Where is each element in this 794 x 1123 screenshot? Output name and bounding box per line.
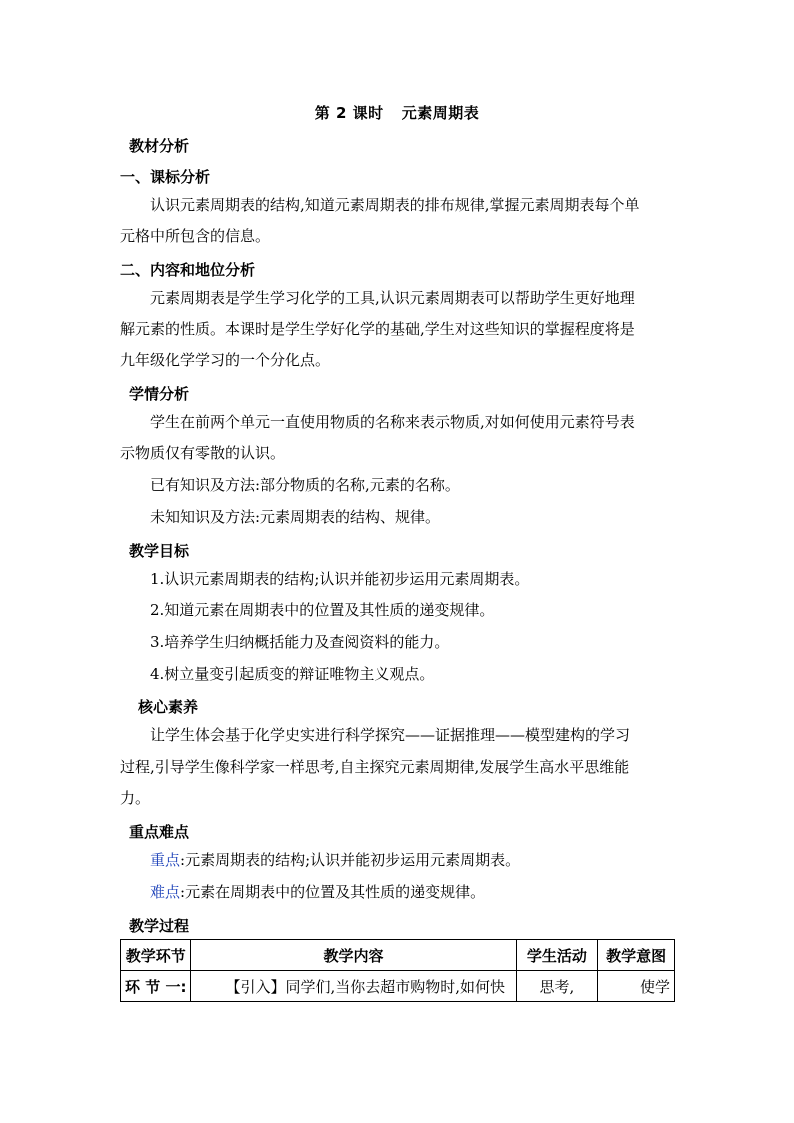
table-row xyxy=(121,971,675,1002)
heading-textbook-analysis: 教材分析 xyxy=(129,137,190,155)
paragraph-line: 力。 xyxy=(120,789,151,807)
paragraph-line: 过程,引导学生像科学家一样思考,自主探究元素周期律,发展学生高水平思维能 xyxy=(120,758,630,776)
difficult-label: 难点 xyxy=(150,883,181,901)
table-cell: 【引入】同学们,当你去超市购物时,如何快 xyxy=(191,971,516,1002)
heading-literacy: 核心素养 xyxy=(138,698,199,716)
objective-item: 3.培养学生归纳概括能力及查阅资料的能力。 xyxy=(150,633,450,651)
paragraph-line: 解元素的性质。本课时是学生学好化学的基础,学生对这些知识的掌握程度将是 xyxy=(120,320,635,338)
table-cell: 思考, xyxy=(516,971,598,1002)
paragraph-line: 元格中所包含的信息。 xyxy=(120,227,271,245)
unknown-knowledge: 未知知识及方法:元素周期表的结构、规律。 xyxy=(150,508,441,526)
heading-content-analysis: 二、内容和地位分析 xyxy=(120,261,256,279)
heading-learner-analysis: 学情分析 xyxy=(129,385,190,403)
heading-key-points: 重点难点 xyxy=(129,823,190,841)
key-point xyxy=(150,845,676,876)
table-header: 教学内容 xyxy=(191,940,516,971)
key-text: :元素周期表的结构;认识并能初步运用元素周期表。 xyxy=(180,851,521,869)
paragraph-line: 九年级化学学习的一个分化点。 xyxy=(120,351,331,369)
paragraph-line: 示物质仅有零散的认识。 xyxy=(120,444,286,462)
page-title xyxy=(0,102,794,123)
difficult-point xyxy=(150,877,676,908)
lesson-topic: 元素周期表 xyxy=(401,104,480,122)
difficult-text: :元素在周期表中的位置及其性质的递变规律。 xyxy=(180,883,486,901)
paragraph-line: 元素周期表是学生学习化学的工具,认识元素周期表可以帮助学生更好地理 xyxy=(150,289,635,307)
teaching-process-table xyxy=(120,939,675,1002)
objective-item: 2.知道元素在周期表中的位置及其性质的递变规律。 xyxy=(150,601,495,619)
known-knowledge: 已有知识及方法:部分物质的名称,元素的名称。 xyxy=(150,476,460,494)
table-cell: 使学 xyxy=(598,971,675,1002)
paragraph-line: 认识元素周期表的结构,知道元素周期表的排布规律,掌握元素周期表每个单 xyxy=(150,196,640,214)
table-header-row xyxy=(121,940,675,971)
objective-item: 4.树立量变引起质变的辩证唯物主义观点。 xyxy=(150,665,435,683)
paragraph-line: 学生在前两个单元一直使用物质的名称来表示物质,对如何使用元素符号表 xyxy=(150,413,635,431)
objective-item: 1.认识元素周期表的结构;认识并能初步运用元素周期表。 xyxy=(150,570,530,588)
paragraph-line: 让学生体会基于化学史实进行科学探究——证据推理——模型建构的学习 xyxy=(150,726,631,744)
heading-objectives: 教学目标 xyxy=(129,542,190,560)
heading-curriculum-analysis: 一、课标分析 xyxy=(120,168,211,186)
lesson-number: 第 2 课时 xyxy=(314,104,384,122)
table-header: 教学意图 xyxy=(598,940,675,971)
key-label: 重点 xyxy=(150,851,181,869)
heading-process: 教学过程 xyxy=(129,917,190,935)
table-cell: 环 节 一: xyxy=(121,971,191,1002)
table-header: 学生活动 xyxy=(516,940,598,971)
table-header: 教学环节 xyxy=(121,940,191,971)
